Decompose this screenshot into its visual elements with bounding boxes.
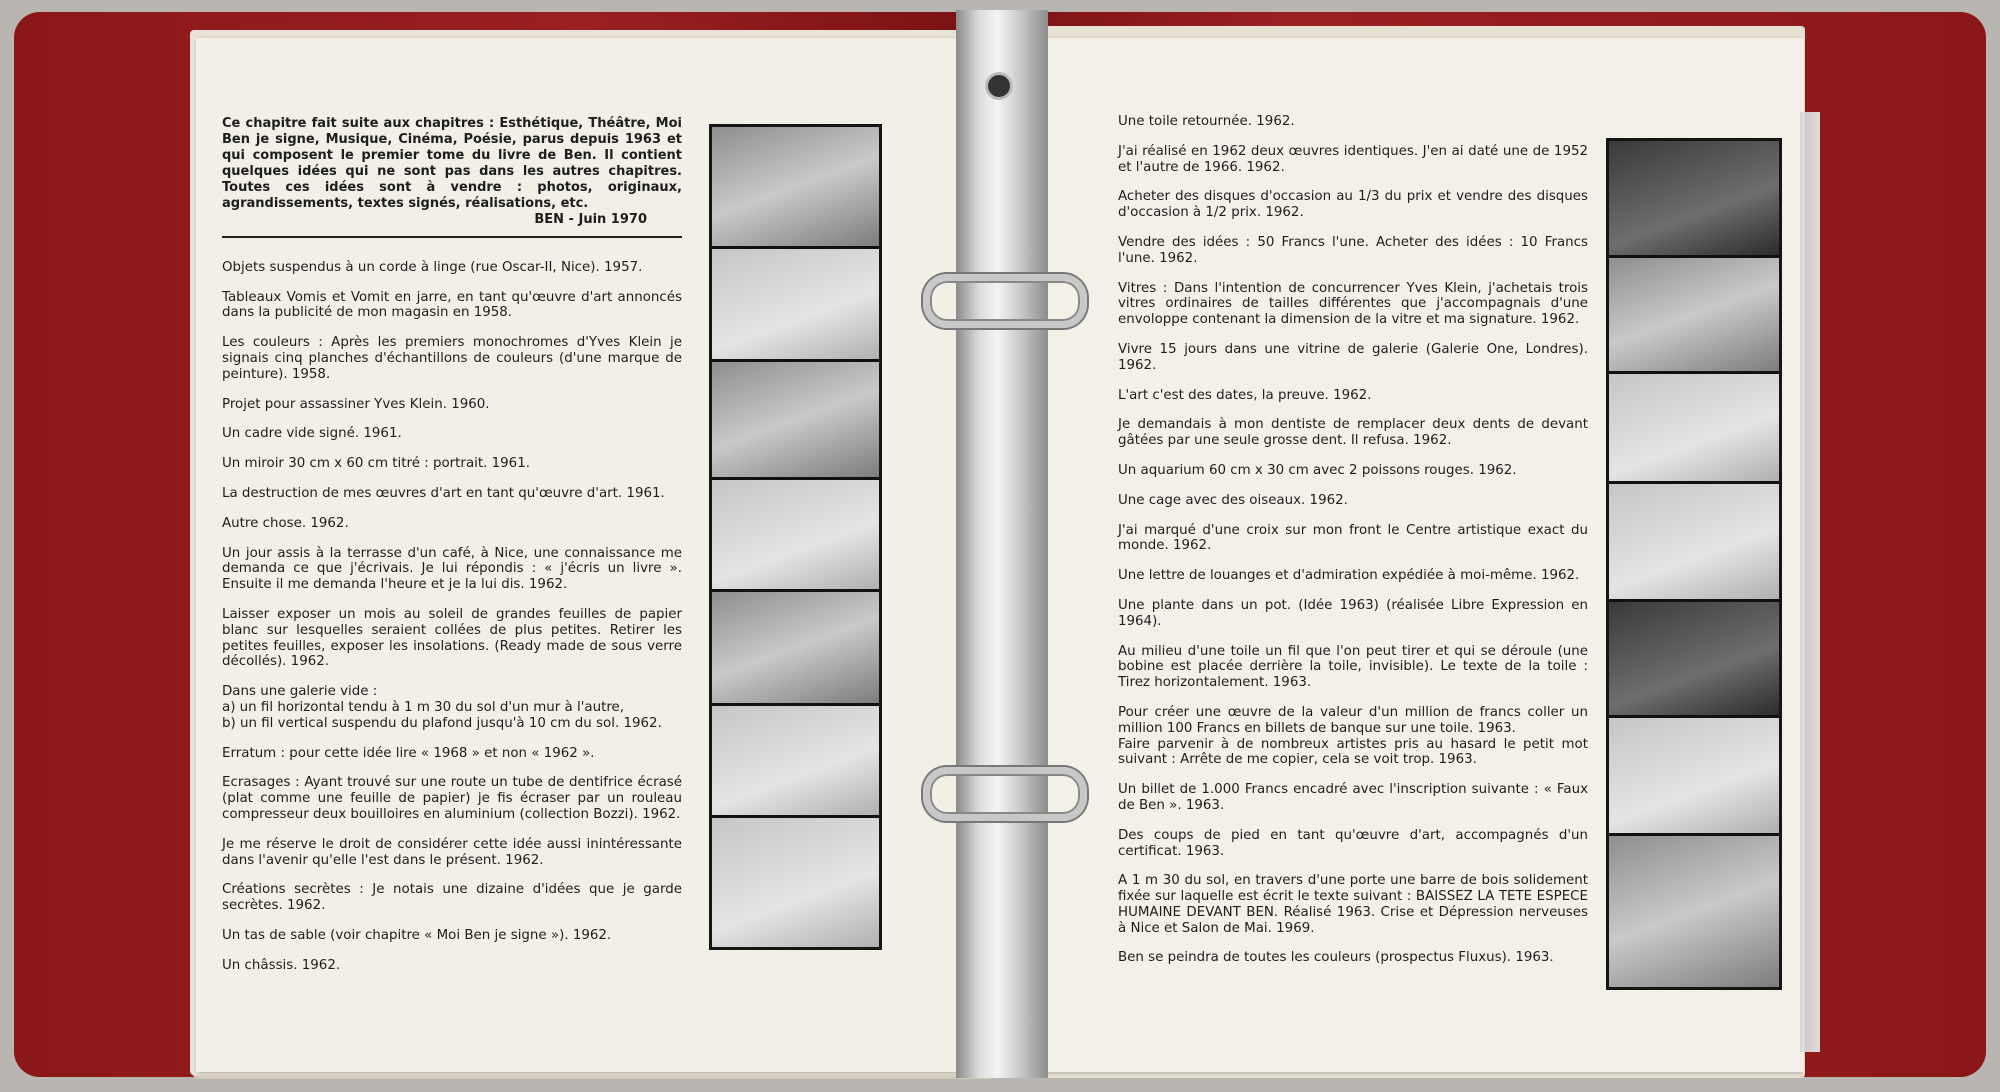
right-photo-strip [1606, 138, 1782, 990]
entry-paragraph: L'art c'est des dates, la preuve. 1962. [1118, 387, 1372, 403]
entry-paragraph: J'ai réalisé en 1962 deux œuvres identiques. J'en ai daté une de 1952 et l'autre de 1966. 1962. [1118, 143, 1588, 175]
photo-fil-galerie [712, 818, 879, 947]
photo-miroir [712, 592, 879, 706]
entry-paragraph: Un aquarium 60 cm x 30 cm avec 2 poissons rouges. 1962. [1118, 462, 1517, 478]
photo-chassis [712, 706, 879, 818]
entry-paragraph: A 1 m 30 du sol, en travers d'une porte une barre de bois solidement fixée sur laquelle est écrit le texte suivant : BAISSEZ LA TETE ESPECE HUMAINE DEVANT BEN. Réalisé 1963. Crise et Dépression nerveuses à Nice et Salon de Mai. 1969. [1118, 873, 1588, 936]
entry-paragraph: Objets suspendus à un corde à linge (rue Oscar-II, Nice). 1957. [222, 259, 643, 275]
entry-paragraph: Un billet de 1.000 Francs encadré avec l'inscription suivante : « Faux de Ben ». 1963. [1118, 782, 1588, 813]
photo-suspended-objects [712, 127, 879, 249]
entry-paragraph: Je demandais à mon dentiste de remplacer deux dents de devant gâtées par une seule grosse dent. Il refusa. 1962. [1118, 417, 1588, 449]
entry-paragraph: Ben se peindra de toutes les couleurs (prospectus Fluxus). 1963. [1118, 950, 1554, 966]
plastic-sleeve [1800, 112, 1820, 1052]
left-page [196, 38, 976, 1072]
entry-paragraph: Vendre des idées : 50 Francs l'une. Acheter des idées : 10 Francs l'une. 1962. [1118, 234, 1588, 266]
right-text-column [1118, 114, 1588, 980]
chapter-intro: Ce chapitre fait suite aux chapitres : Esthétique, Théâtre, Moi Ben je signe, Musique, Cinéma, Poésie, parus depuis 1963 et qui composent le premier tome du livre de Ben. Il contient quelques idées qui ne sont pas dans les autres chapitres. Toutes ces idées sont à vendre : photos, originaux, agrandissements, textes signés, réalisations, etc. [222, 116, 682, 211]
entry-paragraph: Une plante dans un pot. (Idée 1963) (réalisée Libre Expression en 1964). [1118, 597, 1588, 629]
right-entries-list [1118, 114, 1588, 966]
entry-paragraph: Ecrasages : Ayant trouvé sur une route un tube de dentifrice écrasé (plat comme une feuille de papier) je fis écraser par un rouleau compresseur deux bouilloires en aluminium (collection Bozzi). 1962. [222, 775, 682, 822]
right-page [1026, 38, 1804, 1072]
left-entries-list [222, 260, 682, 974]
entry-paragraph: Dans une galerie vide : a) un fil horizontal tendu à 1 m 30 du sol d'un mur à l'autre, b) un fil vertical suspendu du plafond jusqu'à 10 cm du sol. 1962. [222, 684, 662, 731]
photo-toile-retournee [1609, 141, 1779, 258]
entry-paragraph: Un miroir 30 cm x 60 cm titré : portrait. 1961. [222, 456, 530, 472]
entry-paragraph: Au milieu d'une toile un fil que l'on peut tirer et qui se déroule (une bobine est placée derrière la toile, invisible). Le texte de la toile : Tirez horizontalement. 1963. [1118, 643, 1588, 691]
photo-cadre-vide [712, 480, 879, 592]
binder-ring-top[interactable] [923, 274, 1087, 328]
photo-portrait-croix [1609, 484, 1779, 602]
entry-paragraph: Autre chose. 1962. [222, 515, 349, 531]
entry-paragraph: Un jour assis à la terrasse d'un café, à Nice, une connaissance me demanda ce que j'écrivais. Je lui répondis : « j'écris un livre ». Ensuite il me demanda l'heure et je la lui dis. 1962. [222, 545, 682, 593]
intro-divider [222, 236, 682, 238]
entry-paragraph: Des coups de pied en tant qu'œuvre d'art, accompagnés d'un certificat. 1963. [1118, 827, 1588, 859]
entry-paragraph: Vivre 15 jours dans une vitrine de galerie (Galerie One, Londres). 1962. [1118, 341, 1588, 373]
entry-paragraph: Je me réserve le droit de considérer cette idée aussi inintéressante dans l'avenir qu'elle l'est dans le présent. 1962. [222, 836, 682, 868]
entry-paragraph: Vitres : Dans l'intention de concurrencer Yves Klein, j'achetais trois vitres ordinaires de tailles différentes que j'accompagnais d'une envoloppe contenant la dimension de la vitre et ma signature. 1962. [1118, 280, 1588, 328]
photo-tableaux-vomis [712, 249, 879, 362]
entry-paragraph: Laisser exposer un mois au soleil de grandes feuilles de papier blanc sur lesquelles seraient collées de plus petites. Retirer les petites feuilles, exposer les insolations. (Ready made de sous verre décollés). 1962. [222, 606, 682, 670]
ring-hole-top [985, 72, 1013, 100]
entry-paragraph: La destruction de mes œuvres d'art en tant qu'œuvre d'art. 1961. [222, 485, 665, 501]
binder-ring-bottom[interactable] [923, 767, 1087, 821]
photo-coups-de-pied [1609, 836, 1779, 987]
entry-paragraph: Créations secrètes : Je notais une dizaine d'idées que je garde secrètes. 1962. [222, 882, 682, 914]
entry-paragraph: Pour créer une œuvre de la valeur d'un million de francs coller un million 100 Francs en billets de banque sur une toile. 1963. Faire parvenir à de nombreux artistes pris au hasard le petit mot suivant : Arrête de me copier, cela se voit trop. 1963. [1118, 704, 1588, 768]
photo-aquarium [1609, 374, 1779, 484]
photo-billet-faux [1609, 718, 1779, 836]
entry-paragraph: Un châssis. 1962. [222, 957, 341, 973]
chapter-signature: BEN - Juin 1970 [534, 212, 647, 227]
binder-spine [956, 10, 1048, 1078]
entry-paragraph: Un cadre vide signé. 1961. [222, 426, 402, 442]
left-text-column [222, 116, 682, 988]
photo-plante [1609, 602, 1779, 718]
photo-vitres [1609, 258, 1779, 374]
entry-paragraph: Une lettre de louanges et d'admiration expédiée à moi-même. 1962. [1118, 568, 1580, 584]
entry-paragraph: Erratum : pour cette idée lire « 1968 » et non « 1962 ». [222, 745, 595, 761]
entry-paragraph: Une cage avec des oiseaux. 1962. [1118, 492, 1348, 508]
entry-paragraph: Acheter des disques d'occasion au 1/3 du prix et vendre des disques d'occasion à 1/2 prix. 1962. [1118, 189, 1588, 221]
entry-paragraph: Projet pour assassiner Yves Klein. 1960. [222, 396, 490, 412]
entry-paragraph: Tableaux Vomis et Vomit en jarre, en tant qu'œuvre d'art annoncés dans la publicité de mon magasin en 1958. [222, 289, 682, 321]
entry-paragraph: Une toile retournée. 1962. [1118, 114, 1295, 129]
left-photo-strip [709, 124, 882, 950]
photo-les-couleurs [712, 362, 879, 480]
entry-paragraph: Les couleurs : Après les premiers monochromes d'Yves Klein je signais cinq planches d'échantillons de couleurs (d'une marque de peinture). 1958. [222, 335, 682, 382]
entry-paragraph: Un tas de sable (voir chapitre « Moi Ben je signe »). 1962. [222, 927, 612, 943]
entry-paragraph: J'ai marqué d'une croix sur mon front le Centre artistique exact du monde. 1962. [1118, 522, 1588, 554]
